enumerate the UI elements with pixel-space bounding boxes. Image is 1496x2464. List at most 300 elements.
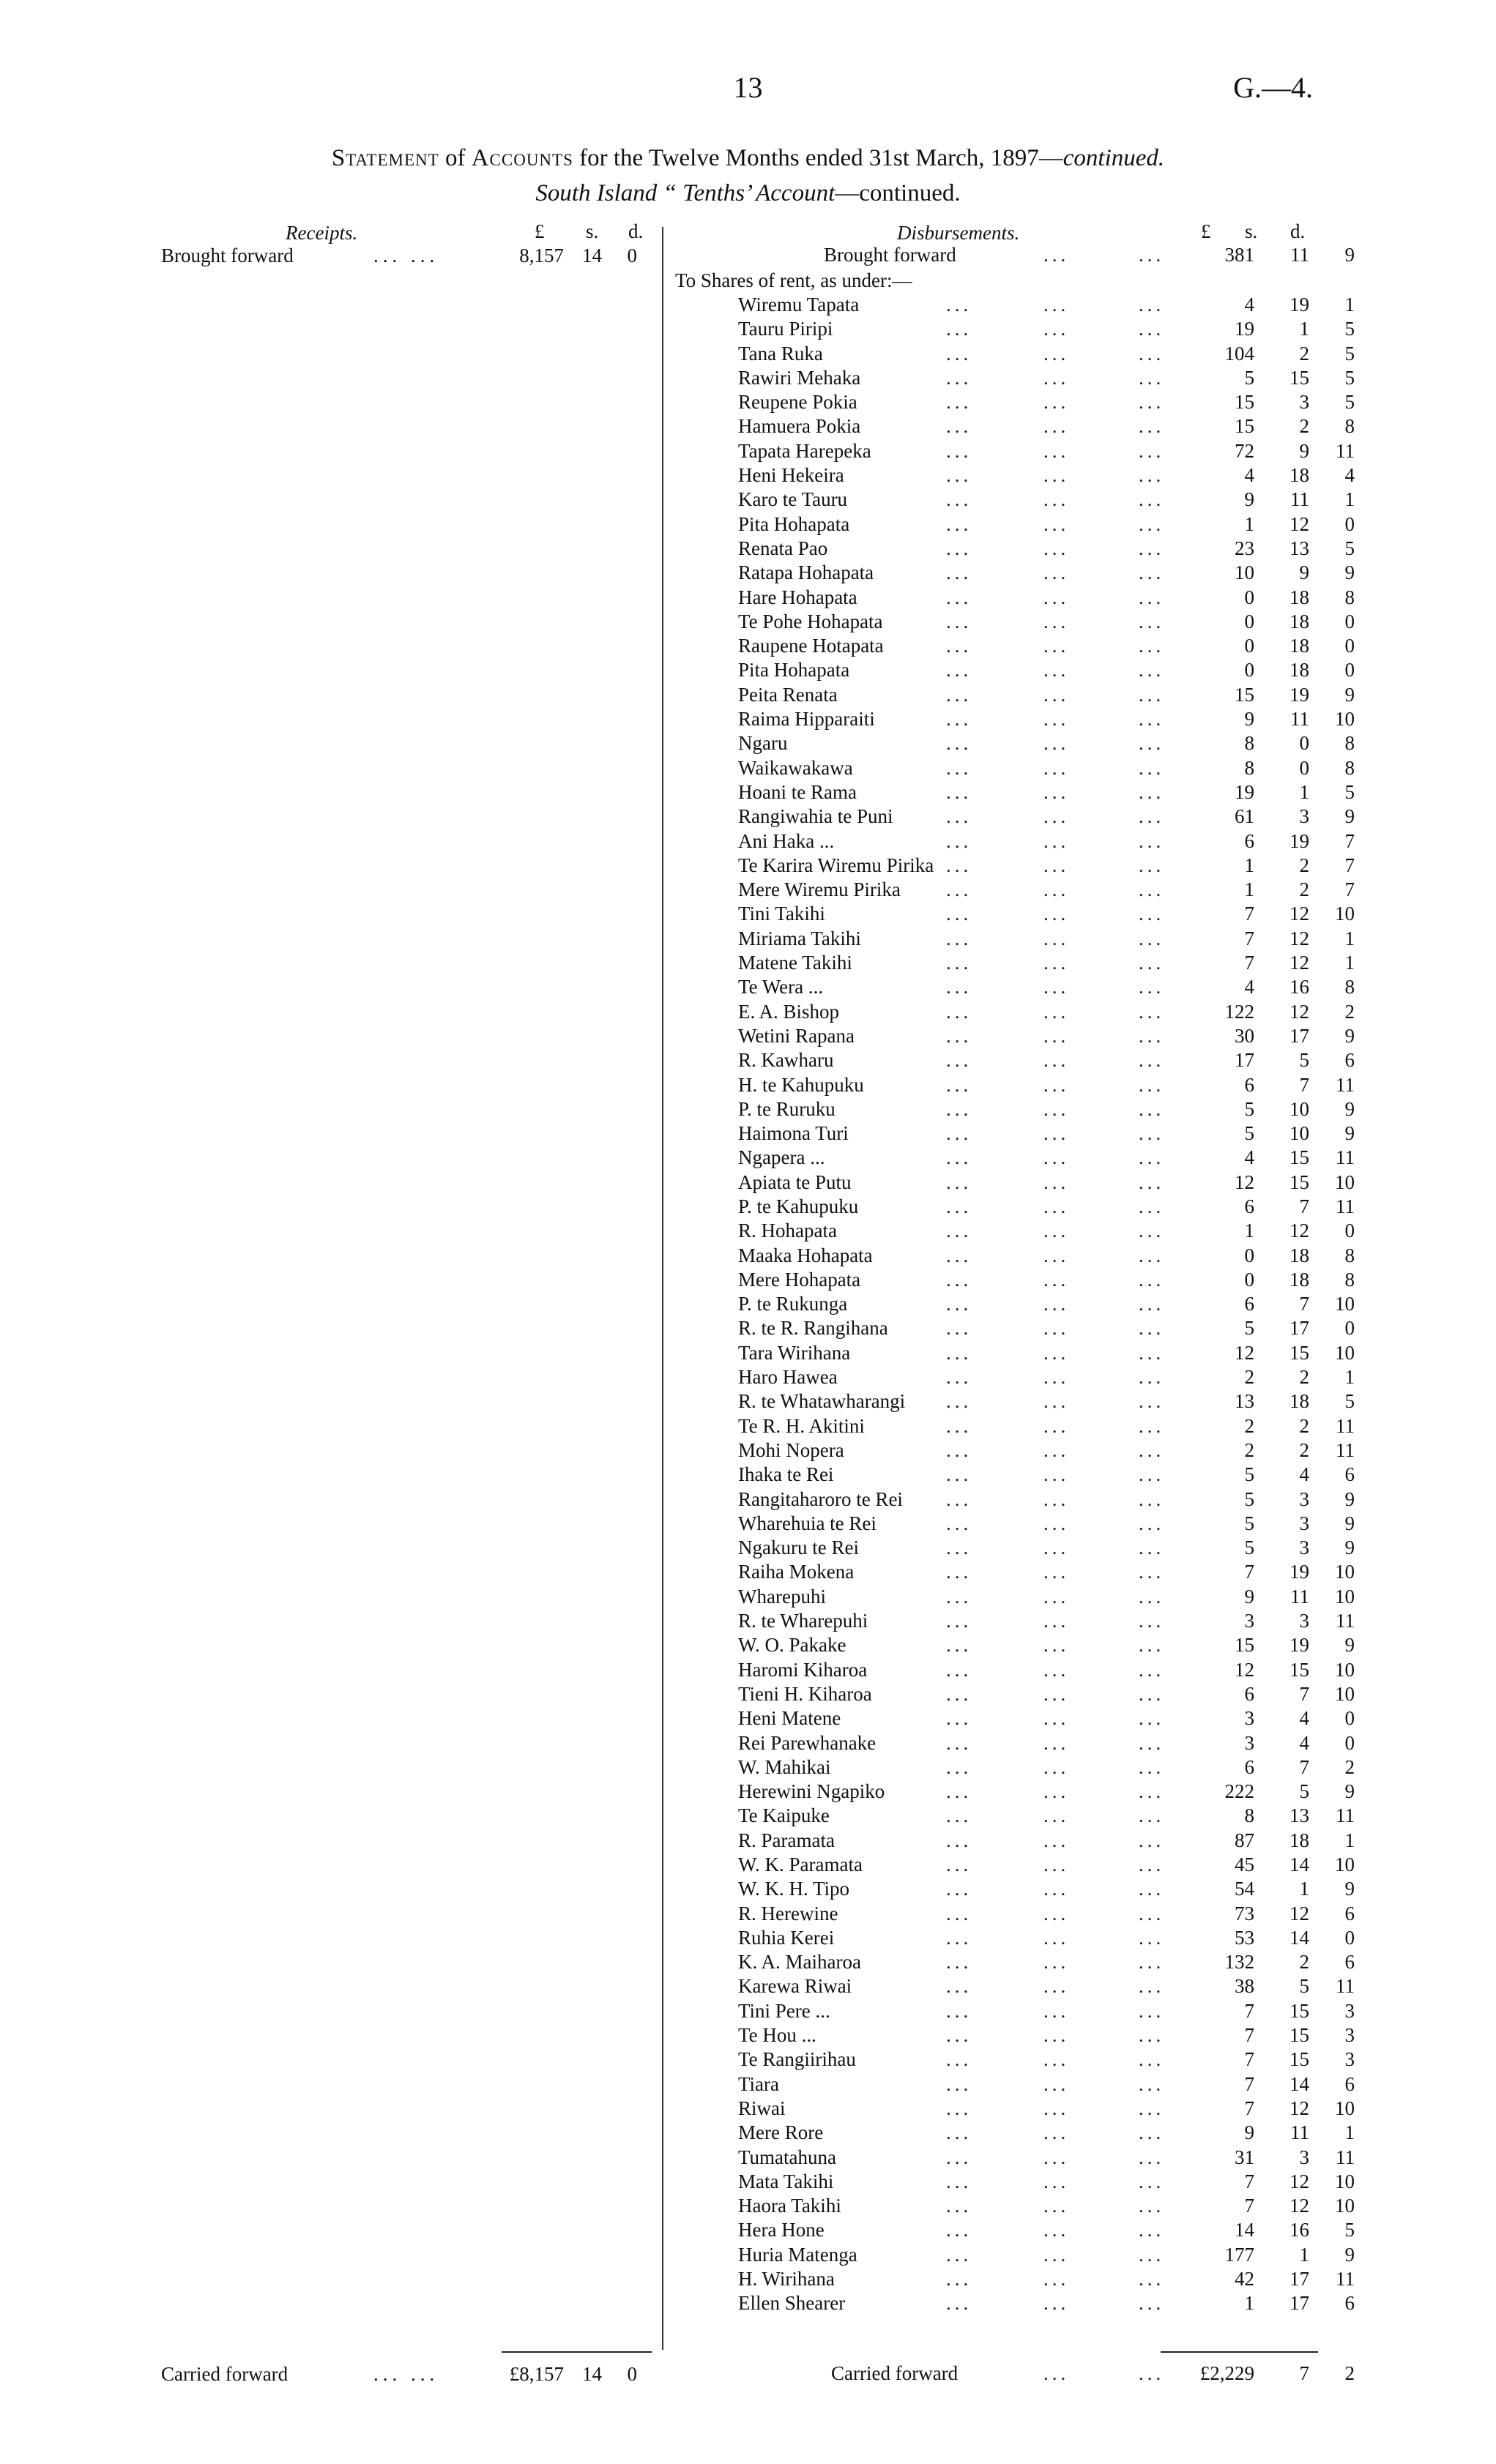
table-row	[0, 2146, 1496, 2170]
pounds: 7	[1244, 2195, 1254, 2217]
pence: 5	[1344, 391, 1355, 414]
leader-dots: ...	[946, 1829, 972, 1851]
leader-dots: ...	[1043, 1853, 1070, 1875]
leader-dots: ...	[1043, 1926, 1070, 1949]
leader-dots: ...	[1139, 1000, 1165, 1023]
shillings: 17	[1290, 1024, 1309, 1047]
pounds: 1	[1244, 878, 1254, 901]
leader-dots: ...	[1139, 537, 1165, 559]
pence: 11	[1336, 1438, 1355, 1461]
leader-dots: ...	[1043, 2146, 1070, 2168]
leader-dots: ...	[946, 1610, 972, 1632]
pence: 1	[1344, 294, 1355, 316]
payee-name: Pita Hohapata	[738, 659, 850, 682]
table-row	[0, 1706, 1496, 1731]
leader-dots: ...	[1043, 1097, 1070, 1120]
payee-name: Heni Matene	[738, 1707, 841, 1730]
leader-dots: ...	[1139, 1610, 1165, 1632]
shillings: 2	[1299, 1366, 1309, 1389]
leader-dots: ...	[1043, 1658, 1070, 1681]
leader-dots: ...	[946, 1146, 972, 1169]
leader-dots: ...	[1043, 732, 1070, 755]
pounds: 13	[1235, 1390, 1254, 1413]
pounds: 3	[1244, 1610, 1254, 1632]
leader-dots: ...	[946, 2170, 972, 2192]
table-row	[0, 854, 1496, 878]
leader-dots: ...	[1043, 1171, 1070, 1193]
leader-dots: ...	[1139, 1634, 1165, 1657]
leader-dots: ...	[946, 488, 972, 511]
payee-name: Heni Hekeira	[738, 464, 844, 487]
table-row	[0, 707, 1496, 731]
pounds: 104	[1224, 342, 1254, 365]
shillings: 11	[1290, 488, 1309, 511]
pence: 10	[1335, 1293, 1355, 1315]
leader-dots: ...	[946, 2268, 972, 2291]
leader-dots: ...	[1043, 391, 1070, 414]
payee-name: Wharehuia te Rei	[738, 1512, 877, 1534]
table-row	[0, 1316, 1496, 1340]
pounds: 7	[1244, 1561, 1254, 1583]
payee-name: P. te Ruruku	[738, 1097, 836, 1120]
leader-dots: ...	[946, 2219, 972, 2241]
table-row	[0, 1633, 1496, 1657]
pounds: 15	[1235, 683, 1254, 706]
leader-dots: ...	[946, 1853, 972, 1875]
shillings: 15	[1290, 1999, 1309, 2022]
pence: 9	[1344, 1097, 1355, 1120]
pounds: 5	[1244, 1512, 1254, 1534]
pence: 10	[1335, 2195, 1355, 2217]
shillings: 12	[1290, 1000, 1309, 1023]
leader-dots: ...	[1139, 1122, 1165, 1145]
shillings: 15	[1290, 2024, 1309, 2047]
shillings: 2	[1299, 854, 1309, 876]
title-rest: for the Twelve Months ended 31st March, 1897—	[573, 145, 1063, 171]
pounds: 7	[1244, 2048, 1254, 2071]
shillings: 7	[1299, 1073, 1309, 1096]
pence: 5	[1344, 537, 1355, 559]
leader-dots: ...	[1043, 1755, 1070, 1778]
table-row	[0, 390, 1496, 414]
table-row	[0, 610, 1496, 634]
leader-dots: ...	[946, 1731, 972, 1754]
pounds: 6	[1244, 1682, 1254, 1705]
pence: 10	[1335, 1658, 1355, 1681]
payee-name: Huria Matenga	[738, 2243, 857, 2266]
table-row	[0, 1414, 1496, 1438]
leader-dots: ...	[946, 1390, 972, 1413]
shillings: 12	[1290, 1220, 1309, 1242]
pounds: 15	[1235, 415, 1254, 438]
receipts-carried-forward-label: Carried forward	[161, 2363, 289, 2385]
leader-dots: ...	[1139, 1366, 1165, 1389]
table-row	[0, 927, 1496, 951]
leader-dots: ...	[946, 708, 972, 731]
shillings: 2	[1299, 1414, 1309, 1437]
leader-dots: ...	[946, 1097, 972, 1120]
table-row	[0, 658, 1496, 682]
pence: 11	[1336, 1804, 1355, 1827]
pence: 5	[1344, 318, 1355, 340]
shillings: 16	[1290, 2219, 1309, 2241]
leader-dots: ...	[1139, 2024, 1165, 2047]
pence: 5	[1344, 342, 1355, 365]
leader-dots: ...	[946, 1317, 972, 1340]
pounds: 17	[1235, 1049, 1254, 1072]
pounds: 177	[1224, 2243, 1254, 2266]
leader-dots: ...	[1043, 1585, 1070, 1608]
shillings: 7	[1299, 1755, 1309, 1778]
pence: 10	[1335, 1585, 1355, 1608]
pounds: 15	[1235, 1634, 1254, 1657]
leader-dots: ...	[1043, 512, 1070, 535]
payee-name: Peita Renata	[738, 683, 838, 706]
subtitle-continued: —continued.	[835, 180, 961, 206]
leader-dots: ...	[1139, 1682, 1165, 1705]
leader-dots: ...	[946, 1999, 972, 2022]
document-code: G.—4.	[1233, 71, 1313, 104]
table-row	[0, 1853, 1496, 1877]
payee-name: Te Rangiirihau	[738, 2048, 856, 2071]
leader-dots: ...	[946, 1293, 972, 1315]
leader-dots: ...	[946, 2292, 972, 2315]
pence: 3	[1344, 2024, 1355, 2047]
pounds: 6	[1244, 1073, 1254, 1096]
shillings: 15	[1290, 366, 1309, 389]
pounds: 4	[1244, 294, 1254, 316]
pence: 9	[1344, 244, 1355, 266]
payee-name: Raupene Hotapata	[738, 635, 884, 657]
shillings: 5	[1299, 1975, 1309, 1998]
page-subtitle	[0, 180, 1496, 207]
pounds: 8	[1244, 732, 1254, 755]
shillings: 14	[1290, 2072, 1309, 2095]
table-row	[0, 1999, 1496, 2023]
leader-dots: ...	[1043, 1024, 1070, 1047]
leader-dots: ...	[946, 1682, 972, 1705]
table-row	[0, 2023, 1496, 2047]
leader-dots: ...	[1043, 2072, 1070, 2095]
leader-dots: ...	[1139, 2048, 1165, 2071]
payee-name: Ruhia Kerei	[738, 1926, 835, 1949]
pence: 2	[1344, 1000, 1355, 1023]
shillings: 14	[582, 244, 602, 266]
leader-dots: ...	[1043, 1220, 1070, 1242]
table-row	[0, 1536, 1496, 1560]
pence: 9	[1344, 1487, 1355, 1510]
pounds: 10	[1235, 561, 1254, 584]
leader-dots: ...	[1139, 1804, 1165, 1827]
leader-dots: ...	[1043, 1634, 1070, 1657]
table-row	[0, 2291, 1496, 2315]
payee-name: Mere Hohapata	[738, 1268, 861, 1291]
pounds: 7	[1244, 952, 1254, 974]
table-row	[0, 586, 1496, 610]
shillings: 5	[1299, 1780, 1309, 1803]
payee-name: H. te Kahupuku	[738, 1073, 864, 1096]
shillings: 18	[1290, 1244, 1309, 1266]
pence: 6	[1344, 1049, 1355, 1072]
shillings: 19	[1290, 1634, 1309, 1657]
payee-name: Hamuera Pokia	[738, 415, 861, 438]
leader-dots: ...	[946, 1220, 972, 1242]
leader-dots: ...	[1043, 1122, 1070, 1145]
leader-dots: ...	[1043, 1244, 1070, 1266]
shillings: 12	[1290, 512, 1309, 535]
leader-dots: ...	[1139, 2072, 1165, 2095]
table-row	[0, 342, 1496, 366]
pence: 10	[1335, 1341, 1355, 1364]
leader-dots: ...	[1139, 1658, 1165, 1681]
payee-name: Ellen Shearer	[738, 2292, 846, 2315]
disbursements-shilling-header: s.	[1245, 220, 1258, 242]
leader-dots: ...	[1043, 1463, 1070, 1486]
pence: 4	[1344, 464, 1355, 487]
table-row	[0, 1682, 1496, 1706]
table-row	[0, 1244, 1496, 1268]
leader-dots: ...	[946, 2146, 972, 2168]
pence: 3	[1344, 1999, 1355, 2022]
leader-dots: ...	[1139, 732, 1165, 755]
table-row	[0, 829, 1496, 854]
leader-dots: ...	[946, 1512, 972, 1534]
leader-dots: ...	[946, 1487, 972, 1510]
pounds: 1	[1244, 1220, 1254, 1242]
leader-dots: ...	[1139, 659, 1165, 682]
table-row	[0, 1877, 1496, 1901]
leader-dots: ...	[946, 927, 972, 949]
leader-dots: ...	[946, 391, 972, 414]
pounds: 12	[1235, 1658, 1254, 1681]
payee-name: R. te Wharepuhi	[738, 1610, 868, 1632]
leader-dots: ...	[1139, 708, 1165, 731]
leader-dots: ...	[1043, 294, 1070, 316]
pence: 7	[1344, 878, 1355, 901]
shillings: 12	[1290, 952, 1309, 974]
leader-dots: ...	[1043, 1707, 1070, 1730]
title-accounts: Accounts	[471, 145, 573, 171]
shillings: 3	[1299, 2146, 1309, 2168]
leader-dots: ...	[1043, 1804, 1070, 1827]
payee-name: Te Pohe Hohapata	[738, 610, 883, 632]
pence: 5	[1344, 1390, 1355, 1413]
shillings: 3	[1299, 1512, 1309, 1534]
leader-dots: ...	[946, 1268, 972, 1291]
payee-name: Ngakuru te Rei	[738, 1537, 859, 1559]
pounds: 5	[1244, 1463, 1254, 1486]
table-row	[0, 1658, 1496, 1682]
payee-name: Tiara	[738, 2072, 780, 2095]
leader-dots: ...	[1043, 2219, 1070, 2241]
leader-dots: ...	[946, 537, 972, 559]
shillings: 19	[1290, 1561, 1309, 1583]
shillings: 10	[1290, 1122, 1309, 1145]
leader-dots: ...	[1043, 610, 1070, 632]
leader-dots: ...	[1139, 2195, 1165, 2217]
leader-dots: ...	[946, 1561, 972, 1583]
leader-dots: ...	[1043, 2170, 1070, 2192]
shillings: 2	[1299, 1951, 1309, 1974]
leader-dots: ...	[1139, 1293, 1165, 1315]
shillings: 18	[1290, 1829, 1309, 1851]
disbursements-header: Disbursements.	[897, 222, 1020, 244]
leader-dots: ...	[1139, 1707, 1165, 1730]
pence: 9	[1344, 1780, 1355, 1803]
leader-dots: ...	[1043, 2195, 1070, 2217]
pence: 9	[1344, 1878, 1355, 1900]
leader-dots: ...	[1043, 635, 1070, 657]
leader-dots: ...	[1043, 1537, 1070, 1559]
leader-dots: ...	[1139, 1731, 1165, 1754]
payee-name: Wharepuhi	[738, 1585, 826, 1608]
pounds: 7	[1244, 2024, 1254, 2047]
table-row	[0, 1926, 1496, 1950]
leader-dots: ...	[1139, 683, 1165, 706]
shillings: 15	[1290, 1341, 1309, 1364]
leader-dots: ...	[1043, 805, 1070, 828]
table-row	[0, 2170, 1496, 2194]
leader-dots: ...	[1043, 561, 1070, 584]
table-row	[0, 2072, 1496, 2097]
leader-dots: ...	[1043, 1073, 1070, 1096]
leader-dots: ...	[1139, 952, 1165, 974]
payee-name: P. te Kahupuku	[738, 1195, 859, 1217]
table-row	[0, 804, 1496, 829]
table-row	[0, 780, 1496, 804]
pence: 6	[1344, 1902, 1355, 1924]
pence: 11	[1336, 2268, 1355, 2291]
shillings: 11	[1290, 708, 1309, 731]
pence: 1	[1344, 952, 1355, 974]
leader-dots: ...	[1043, 1390, 1070, 1413]
payee-name: Hoani te Rama	[738, 780, 857, 803]
leader-dots: ...	[946, 1195, 972, 1217]
leader-dots: ...	[946, 2243, 972, 2266]
pence: 5	[1344, 780, 1355, 803]
pence: 11	[1336, 1975, 1355, 1998]
table-row	[0, 1292, 1496, 1316]
payee-name: Pita Hohapata	[738, 512, 850, 535]
leader-dots: ...	[1139, 805, 1165, 828]
leader-dots: ...	[1139, 2292, 1165, 2315]
payee-name: Te Karira Wiremu Pirika	[738, 854, 934, 876]
leader-dots: ...	[1139, 1755, 1165, 1778]
shillings: 12	[1290, 2170, 1309, 2192]
shillings: 17	[1290, 2268, 1309, 2291]
leader-dots: ...	[1139, 1390, 1165, 1413]
leader-dots: ...	[1043, 2048, 1070, 2071]
disbursements-carried-forward	[0, 2362, 1496, 2386]
table-row	[0, 512, 1496, 537]
pounds: 1	[1244, 854, 1254, 876]
payee-name: Tini Pere ...	[738, 1999, 830, 2022]
table-row	[0, 1902, 1496, 1926]
payee-name: Hera Hone	[738, 2219, 825, 2241]
payee-name: Rawiri Mehaka	[738, 366, 861, 389]
pounds: 0	[1244, 586, 1254, 608]
leader-dots: ...	[1043, 1561, 1070, 1583]
leader-dots: ...	[1139, 1512, 1165, 1534]
payee-name: Haro Hawea	[738, 1366, 838, 1389]
leader-dots: ...	[1043, 1487, 1070, 1510]
table-row	[0, 1365, 1496, 1389]
shillings: 18	[1290, 610, 1309, 632]
leader-dots: ...	[1043, 1731, 1070, 1754]
shillings: 14	[1290, 1926, 1309, 1949]
payee-name: Rei Parewhanake	[738, 1731, 877, 1754]
pence: 3	[1344, 2048, 1355, 2071]
leader-dots: ...	[946, 1658, 972, 1681]
leader-dots: ...	[1043, 1146, 1070, 1169]
payee-name: Ratapa Hohapata	[738, 561, 874, 584]
pounds: 15	[1235, 391, 1254, 414]
leader-dots: ...	[1139, 1999, 1165, 2022]
pence: 0	[1344, 1220, 1355, 1242]
table-row	[0, 1048, 1496, 1072]
pence: 10	[1335, 1853, 1355, 1875]
payee-name: Tini Takihi	[738, 903, 825, 925]
leader-dots: ...	[946, 1975, 972, 1998]
leader-dots: ...	[1139, 2243, 1165, 2266]
payee-name: Tara Wirihana	[738, 1341, 851, 1364]
pounds: 7	[1244, 2170, 1254, 2192]
leader-dots: ...	[1043, 2268, 1070, 2291]
pounds: 7	[1244, 1999, 1254, 2022]
payee-name: Wetini Rapana	[738, 1024, 855, 1047]
leader-dots: ...	[1043, 756, 1070, 779]
pounds: 0	[1244, 635, 1254, 657]
table-row	[0, 537, 1496, 561]
shillings: 1	[1299, 780, 1309, 803]
pence: 9	[1344, 2243, 1355, 2266]
pounds: 1	[1244, 512, 1254, 535]
leader-dots: ...	[1043, 1414, 1070, 1437]
leader-dots: ...	[1139, 1414, 1165, 1437]
disbursements-total-rule	[1161, 2351, 1318, 2353]
pence: 9	[1344, 683, 1355, 706]
pounds: 8	[1244, 756, 1254, 779]
leader-dots: ...	[1043, 1780, 1070, 1803]
pence: 0	[1344, 610, 1355, 632]
leader-dots: ...	[1043, 1366, 1070, 1389]
leader-dots: ...	[1043, 537, 1070, 559]
shillings: 7	[1299, 1195, 1309, 1217]
shillings: 3	[1299, 1610, 1309, 1632]
pounds: 9	[1244, 708, 1254, 731]
shillings: 17	[1290, 2292, 1309, 2315]
pounds: 0	[1244, 610, 1254, 632]
receipts-total-rule	[502, 2351, 652, 2353]
leader-dots: ...	[1043, 318, 1070, 340]
leader-dots: ...	[1043, 366, 1070, 389]
leader-dots: ...	[1043, 1682, 1070, 1705]
payee-name: Maaka Hohapata	[738, 1244, 873, 1266]
table-row	[0, 902, 1496, 926]
pounds: 53	[1235, 1926, 1254, 1949]
shillings: 15	[1290, 1146, 1309, 1169]
disbursement-rows	[0, 293, 1496, 2316]
pounds: 12	[1235, 1341, 1254, 1364]
table-row	[0, 1585, 1496, 1609]
payee-name: Mohi Nopera	[738, 1438, 844, 1461]
payee-name: Tapata Harepeka	[738, 439, 871, 462]
pence: 11	[1336, 1195, 1355, 1217]
leader-dots: ...	[1139, 1902, 1165, 1924]
payee-name: Tumatahuna	[738, 2146, 836, 2168]
leader-dots: ...	[1043, 2024, 1070, 2047]
leader-dots: ...	[1139, 1780, 1165, 1803]
